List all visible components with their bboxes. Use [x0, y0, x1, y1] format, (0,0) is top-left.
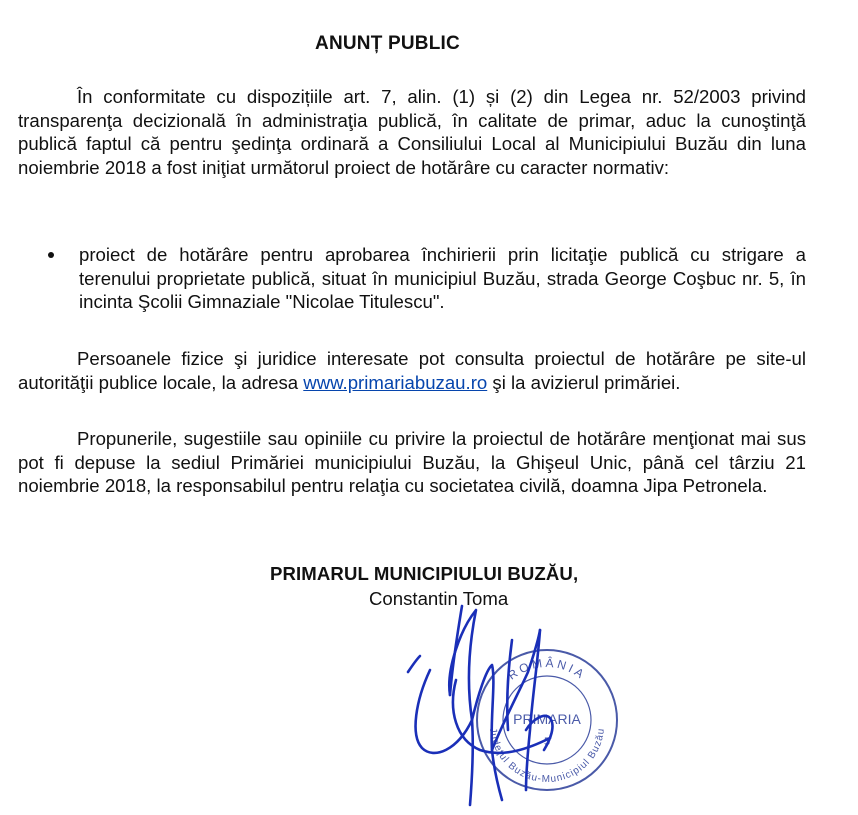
document-title: ANUNȚ PUBLIC: [315, 33, 460, 54]
stamp-top-text: ROMÂNIA: [505, 655, 589, 683]
consult-text-start: Persoanele fizice şi juridice interesate pot consulta proiectul de hotărâre pe site-ul autorităţii publice locale, la adresa: [18, 348, 806, 393]
stamp-bottom-text: Judeţul Buzău-Municipiul Buzău: [487, 727, 607, 786]
consult-paragraph: [18, 347, 806, 394]
proposals-paragraph: Propunerile, sugestiile sau opiniile cu privire la proiectul de hotărâre menţionat mai sus pot fi depuse la sediul Primăriei municipiului Buzău, la Ghişeul Unic, până cel târziu 21 noiembrie 2018, la responsabilul pentru relaţia cu societatea civilă, doamna Jipa Petronela.: [18, 428, 806, 497]
website-link[interactable]: www.primariabuzau.ro: [303, 371, 488, 393]
stamp-center-text: PRIMARIA: [513, 711, 581, 727]
bullet-list: [18, 243, 806, 314]
bullet-icon: [48, 252, 54, 258]
signatory-title: PRIMARUL MUNICIPIULUI BUZĂU,: [270, 563, 579, 584]
list-item: proiect de hotărâre pentru aprobarea închirierii prin licitaţie publică cu strigare a terenului proprietate publică, situat în municipiul Buzău, strada George Coşbuc nr. 5, în incinta Şcolii Gimnaziale "Nicolae Titulescu".: [79, 244, 806, 313]
stamp-number: 5: [543, 736, 551, 748]
intro-paragraph: În conformitate cu dispozițiile art. 7, alin. (1) și (2) din Legea nr. 52/2003 privind transparenţa decizională în administraţia publică, în calitate de primar, aduc la cunoştinţă publică faptul că pentru şedinţa ordinară a Consiliului Local al Municipiului Buzău din luna noiembrie 2018 a fost iniţiat următorul proiect de hotărâre cu caracter normativ:: [18, 86, 806, 178]
consult-text-end: şi la avizierul primăriei.: [487, 371, 681, 393]
handwritten-signature: [400, 600, 630, 815]
signatory-name: Constantin Toma: [369, 588, 509, 609]
